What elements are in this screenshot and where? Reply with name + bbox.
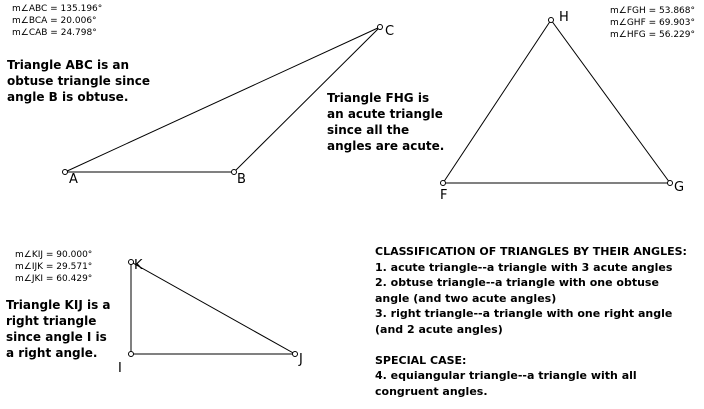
classification-line: 1. acute triangle--a triangle with 3 acute angles [375, 260, 673, 274]
measure-fgh[interactable]: m∠FGH = 53.868° [610, 6, 696, 16]
fhg-caption-line: angles are acute. [327, 139, 445, 153]
classification-line: 2. obtuse triangle--a triangle with one obtuse [375, 276, 659, 289]
point-j[interactable] [293, 352, 298, 357]
point-i[interactable] [129, 352, 134, 357]
point-a[interactable] [63, 170, 68, 175]
label-j: J [299, 352, 303, 367]
point-b[interactable] [232, 170, 237, 175]
triangle-fhg [443, 20, 670, 183]
point-k[interactable] [129, 260, 134, 265]
abc-caption [7, 57, 150, 105]
classification-heading: CLASSIFICATION OF TRIANGLES BY THEIR ANGLES: [375, 245, 687, 258]
measure-cab[interactable]: m∠CAB = 24.798° [12, 28, 97, 38]
kij-caption [6, 297, 111, 361]
label-i: I [118, 361, 122, 376]
kij-caption-line: right triangle [6, 314, 97, 328]
special-case-heading: SPECIAL CASE: [375, 353, 467, 367]
spacer [375, 337, 687, 353]
fhg-caption-line: Triangle FHG is [327, 91, 430, 105]
measure-abc[interactable]: m∠ABC = 135.196° [12, 4, 103, 14]
measure-ijk[interactable]: m∠IJK = 29.571° [15, 262, 93, 272]
special-case-line: 4. equiangular triangle--a triangle with all [375, 369, 637, 382]
point-g[interactable] [668, 181, 673, 186]
classification-block [375, 244, 687, 399]
measure-ghf[interactable]: m∠GHF = 69.903° [610, 18, 696, 28]
measure-jki[interactable]: m∠JKI = 60.429° [15, 274, 93, 284]
point-c[interactable] [378, 25, 383, 30]
measure-bca[interactable]: m∠BCA = 20.006° [12, 16, 97, 26]
classification-line: 3. right triangle--a triangle with one right angle [375, 307, 673, 320]
kij-caption-line: since angle I is [6, 330, 107, 344]
kij-caption-line: Triangle KIJ is a [6, 298, 111, 312]
fhg-caption-line: an acute triangle [327, 107, 443, 121]
label-k: K [134, 258, 143, 273]
special-case-line: congruent angles. [375, 384, 488, 398]
point-f[interactable] [441, 181, 446, 186]
point-h[interactable] [549, 18, 554, 23]
fhg-caption-line: since all the [327, 123, 410, 137]
kij-caption-line: a right angle. [6, 346, 98, 360]
label-c: C [385, 24, 395, 39]
classification-line: angle (and two acute angles) [375, 291, 557, 305]
abc-caption-line: Triangle ABC is an [7, 58, 130, 72]
label-b: B [237, 172, 246, 187]
fhg-measurements [610, 5, 695, 41]
abc-measurements [12, 3, 102, 39]
kij-measurements [15, 249, 92, 285]
label-f: F [440, 188, 448, 203]
triangle-kij [131, 262, 295, 354]
label-h: H [559, 10, 569, 25]
abc-caption-line: obtuse triangle since [7, 74, 151, 88]
abc-caption-line: angle B is obtuse. [7, 90, 129, 104]
measure-hfg[interactable]: m∠HFG = 56.229° [610, 30, 696, 40]
label-g: G [674, 180, 685, 195]
label-a: A [69, 172, 78, 187]
classification-line: (and 2 acute angles) [375, 322, 503, 336]
fhg-caption [327, 90, 444, 154]
measure-kij[interactable]: m∠KIJ = 90.000° [15, 250, 93, 260]
